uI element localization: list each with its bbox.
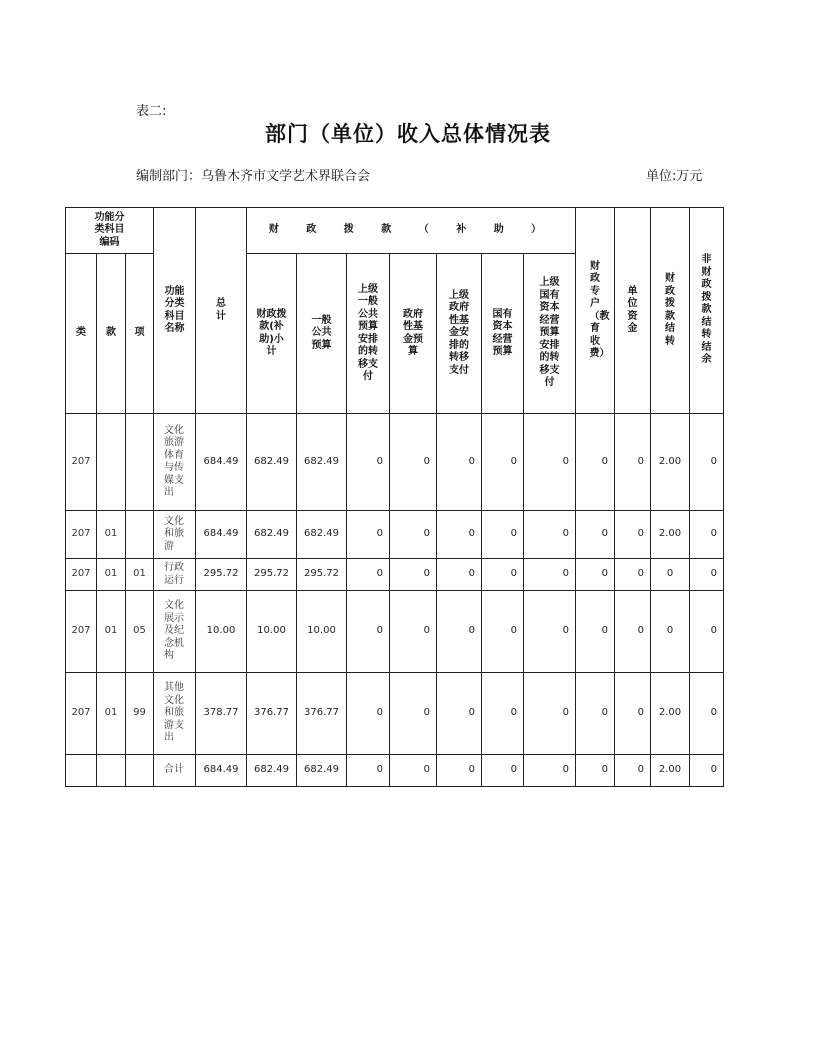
table-label: 表二: (136, 104, 167, 119)
header-special-account: 财政专户（教育收费） (576, 208, 615, 414)
header-upper-gov-fund-transfer: 上级政府性基金安排的转移支付 (437, 254, 482, 414)
cell-unit-funds: 0 (615, 414, 651, 511)
cell-kuan (97, 755, 126, 787)
cell-grant-subtotal: 10.00 (247, 591, 297, 673)
header-state-capital: 国有资本经营预算 (482, 254, 524, 414)
header-total: 总计 (196, 208, 247, 414)
cell-upper-state-capital-transfer: 0 (524, 414, 576, 511)
cell-xiang: 05 (126, 591, 154, 673)
table-row (66, 511, 724, 559)
cell-upper-gov-fund-transfer: 0 (437, 591, 482, 673)
cell-grant-carryover: 0 (651, 559, 690, 591)
cell-lei: 207 (66, 559, 97, 591)
cell-gov-fund: 0 (390, 559, 437, 591)
cell-gov-fund: 0 (390, 755, 437, 787)
cell-general-budget: 10.00 (297, 591, 347, 673)
cell-grant-subtotal: 682.49 (247, 755, 297, 787)
header-lei: 类 (66, 254, 97, 414)
cell-gov-fund: 0 (390, 673, 437, 755)
cell-kuan: 01 (97, 511, 126, 559)
cell-lei: 207 (66, 673, 97, 755)
cell-func-name (154, 414, 196, 511)
department-label: 编制部门：乌鲁木齐市文学艺术界联合会 (136, 169, 371, 184)
cell-xiang (126, 414, 154, 511)
unit-label: 单位:万元 (646, 169, 703, 184)
cell-grant-carryover: 2.00 (651, 673, 690, 755)
cell-total: 378.77 (196, 673, 247, 755)
header-unit-funds: 单位资金 (615, 208, 651, 414)
table-row (66, 414, 724, 511)
cell-state-capital: 0 (482, 559, 524, 591)
cell-special-account: 0 (576, 591, 615, 673)
cell-grant-carryover: 0 (651, 591, 690, 673)
cell-upper-state-capital-transfer: 0 (524, 511, 576, 559)
cell-upper-general-transfer: 0 (347, 591, 390, 673)
cell-special-account: 0 (576, 511, 615, 559)
cell-upper-gov-fund-transfer: 0 (437, 559, 482, 591)
cell-state-capital: 0 (482, 755, 524, 787)
func-name-text: 文化旅游体育与传媒支出 (164, 424, 184, 498)
cell-special-account: 0 (576, 414, 615, 511)
cell-total: 684.49 (196, 414, 247, 511)
cell-state-capital: 0 (482, 511, 524, 559)
cell-unit-funds: 0 (615, 755, 651, 787)
cell-special-account: 0 (576, 755, 615, 787)
header-nongrant-carryover: 非财政拨款结转结余 (690, 208, 724, 414)
cell-func-name (154, 673, 196, 755)
cell-grant-subtotal: 682.49 (247, 511, 297, 559)
header-kuan: 款 (97, 254, 126, 414)
header-grant-subtotal: 财政拨款(补助)小计 (247, 254, 297, 414)
cell-upper-gov-fund-transfer: 0 (437, 414, 482, 511)
cell-kuan: 01 (97, 591, 126, 673)
cell-state-capital: 0 (482, 414, 524, 511)
cell-grant-carryover: 2.00 (651, 414, 690, 511)
table-row (66, 755, 724, 787)
cell-unit-funds: 0 (615, 511, 651, 559)
cell-unit-funds: 0 (615, 591, 651, 673)
cell-upper-state-capital-transfer: 0 (524, 673, 576, 755)
header-xiang: 项 (126, 254, 154, 414)
cell-gov-fund: 0 (390, 414, 437, 511)
cell-lei: 207 (66, 591, 97, 673)
cell-total: 295.72 (196, 559, 247, 591)
cell-gov-fund: 0 (390, 511, 437, 559)
table-row (66, 673, 724, 755)
cell-unit-funds: 0 (615, 559, 651, 591)
header-grant-carryover: 财政拨款结转 (651, 208, 690, 414)
cell-general-budget: 682.49 (297, 511, 347, 559)
cell-upper-gov-fund-transfer: 0 (437, 755, 482, 787)
cell-upper-general-transfer: 0 (347, 414, 390, 511)
func-name-text: 文化和旅游 (164, 515, 184, 552)
cell-special-account: 0 (576, 559, 615, 591)
cell-special-account: 0 (576, 673, 615, 755)
cell-upper-general-transfer: 0 (347, 755, 390, 787)
cell-xiang (126, 511, 154, 559)
cell-func-name (154, 591, 196, 673)
cell-grant-subtotal: 295.72 (247, 559, 297, 591)
cell-nongrant-carryover: 0 (690, 559, 724, 591)
cell-general-budget: 682.49 (297, 755, 347, 787)
cell-kuan: 01 (97, 673, 126, 755)
cell-nongrant-carryover: 0 (690, 591, 724, 673)
cell-func-name (154, 755, 196, 787)
table-row (66, 559, 724, 591)
cell-upper-state-capital-transfer: 0 (524, 591, 576, 673)
func-name-text: 其他文化和旅游支出 (164, 682, 184, 744)
func-name-text: 文化展示及纪念机构 (164, 600, 184, 662)
func-name-text: 行政运行 (164, 562, 184, 586)
cell-general-budget: 682.49 (297, 414, 347, 511)
cell-func-name (154, 559, 196, 591)
cell-general-budget: 295.72 (297, 559, 347, 591)
page-title: 部门（单位）收入总体情况表 (265, 122, 551, 146)
table-row (66, 591, 724, 673)
cell-total: 684.49 (196, 511, 247, 559)
cell-grant-carryover: 2.00 (651, 755, 690, 787)
cell-grant-subtotal: 376.77 (247, 673, 297, 755)
cell-upper-gov-fund-transfer: 0 (437, 673, 482, 755)
cell-grant-carryover: 2.00 (651, 511, 690, 559)
header-upper-general-transfer: 上级一般公共预算安排的转移支付 (347, 254, 390, 414)
cell-nongrant-carryover: 0 (690, 755, 724, 787)
cell-lei: 207 (66, 414, 97, 511)
cell-unit-funds: 0 (615, 673, 651, 755)
cell-upper-state-capital-transfer: 0 (524, 755, 576, 787)
cell-func-name (154, 511, 196, 559)
func-name-text: 合计 (164, 764, 184, 776)
cell-upper-general-transfer: 0 (347, 559, 390, 591)
header-grant-group: 财 政 拨 款 （ 补 助 ） (247, 208, 576, 254)
header-general-budget: 一般公共预算 (297, 254, 347, 414)
cell-total: 684.49 (196, 755, 247, 787)
cell-upper-state-capital-transfer: 0 (524, 559, 576, 591)
cell-state-capital: 0 (482, 591, 524, 673)
cell-nongrant-carryover: 0 (690, 414, 724, 511)
cell-xiang: 99 (126, 673, 154, 755)
cell-kuan (97, 414, 126, 511)
cell-upper-general-transfer: 0 (347, 673, 390, 755)
header-gov-fund: 政府性基金预算 (390, 254, 437, 414)
cell-xiang (126, 755, 154, 787)
header-func-code: 功能分类科目编码 (66, 208, 154, 254)
cell-state-capital: 0 (482, 673, 524, 755)
cell-upper-gov-fund-transfer: 0 (437, 511, 482, 559)
cell-xiang: 01 (126, 559, 154, 591)
header-row-1 (66, 208, 724, 254)
header-upper-state-capital-transfer: 上级国有资本经营预算安排的转移支付 (524, 254, 576, 414)
cell-general-budget: 376.77 (297, 673, 347, 755)
header-func-name: 功能分类科目名称 (154, 208, 196, 414)
cell-upper-general-transfer: 0 (347, 511, 390, 559)
cell-gov-fund: 0 (390, 591, 437, 673)
cell-nongrant-carryover: 0 (690, 673, 724, 755)
cell-total: 10.00 (196, 591, 247, 673)
cell-lei: 207 (66, 511, 97, 559)
income-table (65, 207, 724, 787)
cell-lei (66, 755, 97, 787)
cell-nongrant-carryover: 0 (690, 511, 724, 559)
cell-kuan: 01 (97, 559, 126, 591)
cell-grant-subtotal: 682.49 (247, 414, 297, 511)
